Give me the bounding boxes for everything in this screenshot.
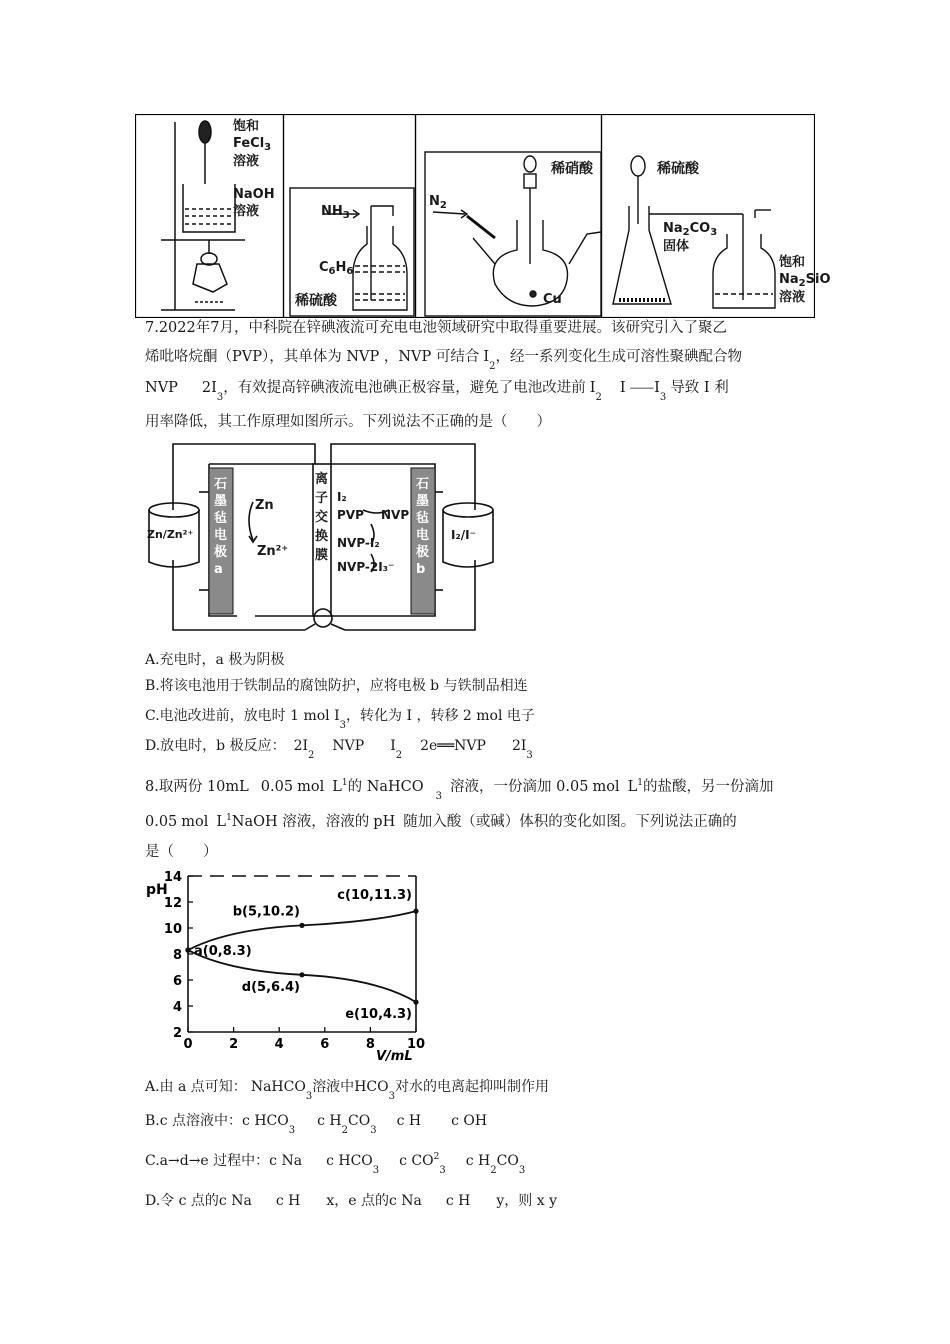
zn-label: Zn [255,498,274,513]
p2-label-acid: 稀硫酸 [295,293,337,309]
x-tick-label: 6 [320,1037,330,1052]
x-tick-label: 4 [274,1037,284,1052]
point-label: d(5,6.4) [241,979,300,995]
p4-label-na2sio3: 饱和 $Na_2SiO$ 溶液 [779,255,831,305]
membrane-label: 离子交换膜 [315,472,329,563]
q8-option-d: D.令 c 点的c Na c H x，e 点的c Na c H y，则 x y [145,1193,557,1209]
y-axis-title: pH [146,882,168,898]
data-point [413,909,418,914]
q8-line-3: 是（ ） [145,844,218,860]
electrode-b-label: 石墨毡电极b [416,477,430,577]
q7-option-d: D.放电时，b 极反应： $2I_2NVP$ $I_22e══NVP$ $2I_3$ [145,738,533,761]
p2-label-c6h6: $C_6H_6$ [319,260,354,277]
nvp-2i3-label: NVP-2I₃⁻ [337,560,395,574]
q7-line-2: 烯吡咯烷酮（PVP），其单体为 NVP ，NVP 可结合 $I_2$，经一系列变化生成可溶性聚碘配合物 [145,349,742,372]
p4-label-na2co3: $Na_2CO_3$ 固体 [663,221,718,254]
q7-option-b: B.将该电池用于铁制品的腐蚀防护，应将电极 b 与铁制品相连 [145,678,528,694]
electrode-a-label: 石墨毡电极a [214,477,228,577]
i2-label: I₂ [337,490,347,504]
q7-option-c: C.电池改进前，放电时 1 mol $I_3$，转化为 I ，转移 2 mol 电子 [145,708,535,731]
point-label: b(5,10.2) [232,904,300,920]
nvp-label: NVP [381,508,410,522]
q8-option-b: B.c 点溶液中：c $HCO_3c$ $H_2CO_3c$ H c OH [145,1113,488,1136]
q7-line-1: 7.2022年7月，中科院在锌碘液流可充电电池领域研究中取得重要进展。该研究引入了聚乙 [145,320,727,336]
p3-label-n2: $N_2$ [429,194,447,211]
q8-option-c: C.a→d→e 过程中：c Na c $HCO_3c$ $CO^2_3c$ $H_2CO_3$ [145,1152,526,1176]
y-tick-label: 8 [172,948,182,963]
q8-line-2: 0.05 mol $L^1NaOH$ 溶液，溶液的 pH 随加入酸（或碱）体积的变化如图。下列说法正确的 [145,813,737,830]
point-label: c(10,11.3) [337,888,412,904]
point-label: a(0,8.3) [194,944,252,960]
ph-chart [140,866,440,1062]
zn2-label: Zn²⁺ [257,544,289,559]
p1-label-naoh: NaOH [233,187,275,202]
apparatus-strip [135,114,831,318]
y-tick-label: 4 [172,1000,182,1015]
p4-label-acid: 稀硫酸 [657,161,699,177]
p3-label-acid: 稀硝酸 [551,161,593,177]
q7-line-3: NVP $2I_3$，有效提高锌碘液流电池碘正极容量，避免了电池改进前 $I_2I$ $⸺I_3$导致 I 利 [145,380,729,403]
right-tank-label: I₂/I⁻ [451,528,476,542]
left-tank-label: Zn/Zn²⁺ [147,528,194,541]
y-tick-label: 2 [172,1026,182,1041]
y-tick-label: 6 [172,974,182,989]
p1-label-solution: 溶液 [233,154,260,169]
y-tick-label: 12 [163,896,182,911]
p1-label-solution2: 溶液 [233,204,260,219]
nvp-i2-label: NVP-I₂ [337,536,380,550]
data-point [299,972,304,977]
x-tick-label: 0 [183,1037,193,1052]
x-tick-label: 8 [365,1037,375,1052]
x-tick-label: 10 [406,1037,426,1052]
data-point [299,923,304,928]
ph-chart-svg [140,866,440,1062]
pvp-label: PVP [337,508,364,522]
p3-label-cu: Cu [543,292,562,307]
q8-option-a: A.由 a 点可知： NaHCO$_3$溶液中$HCO_3$对水的电离起抑叫制作用 [145,1079,549,1102]
x-axis-title: V/mL [376,1049,413,1062]
p1-label-fecl3: FeCl$_3$ [233,136,272,153]
q8-line-1: 8.取两份 10mL 0.05 mol $L^1$的 NaHCO$_3$溶液，一份滴加 0.05 mol $L^1$的盐酸，另一份滴加 [145,778,774,802]
x-tick-label: 2 [229,1037,239,1052]
q7-cell-diagram [145,440,505,640]
data-point [185,948,190,953]
y-tick-label: 10 [163,922,182,937]
p1-label-saturated: 饱和 [233,119,260,134]
p2-label-nh3: $NH_3$ [321,204,350,221]
q7-option-a: A.充电时，a 极为阴极 [145,652,285,668]
y-tick-label: 14 [163,870,182,885]
q7-line-4: 用率降低，其工作原理如图所示。下列说法不正确的是（ ） [145,414,551,430]
point-label: e(10,4.3) [345,1007,412,1023]
data-point [413,1000,418,1005]
